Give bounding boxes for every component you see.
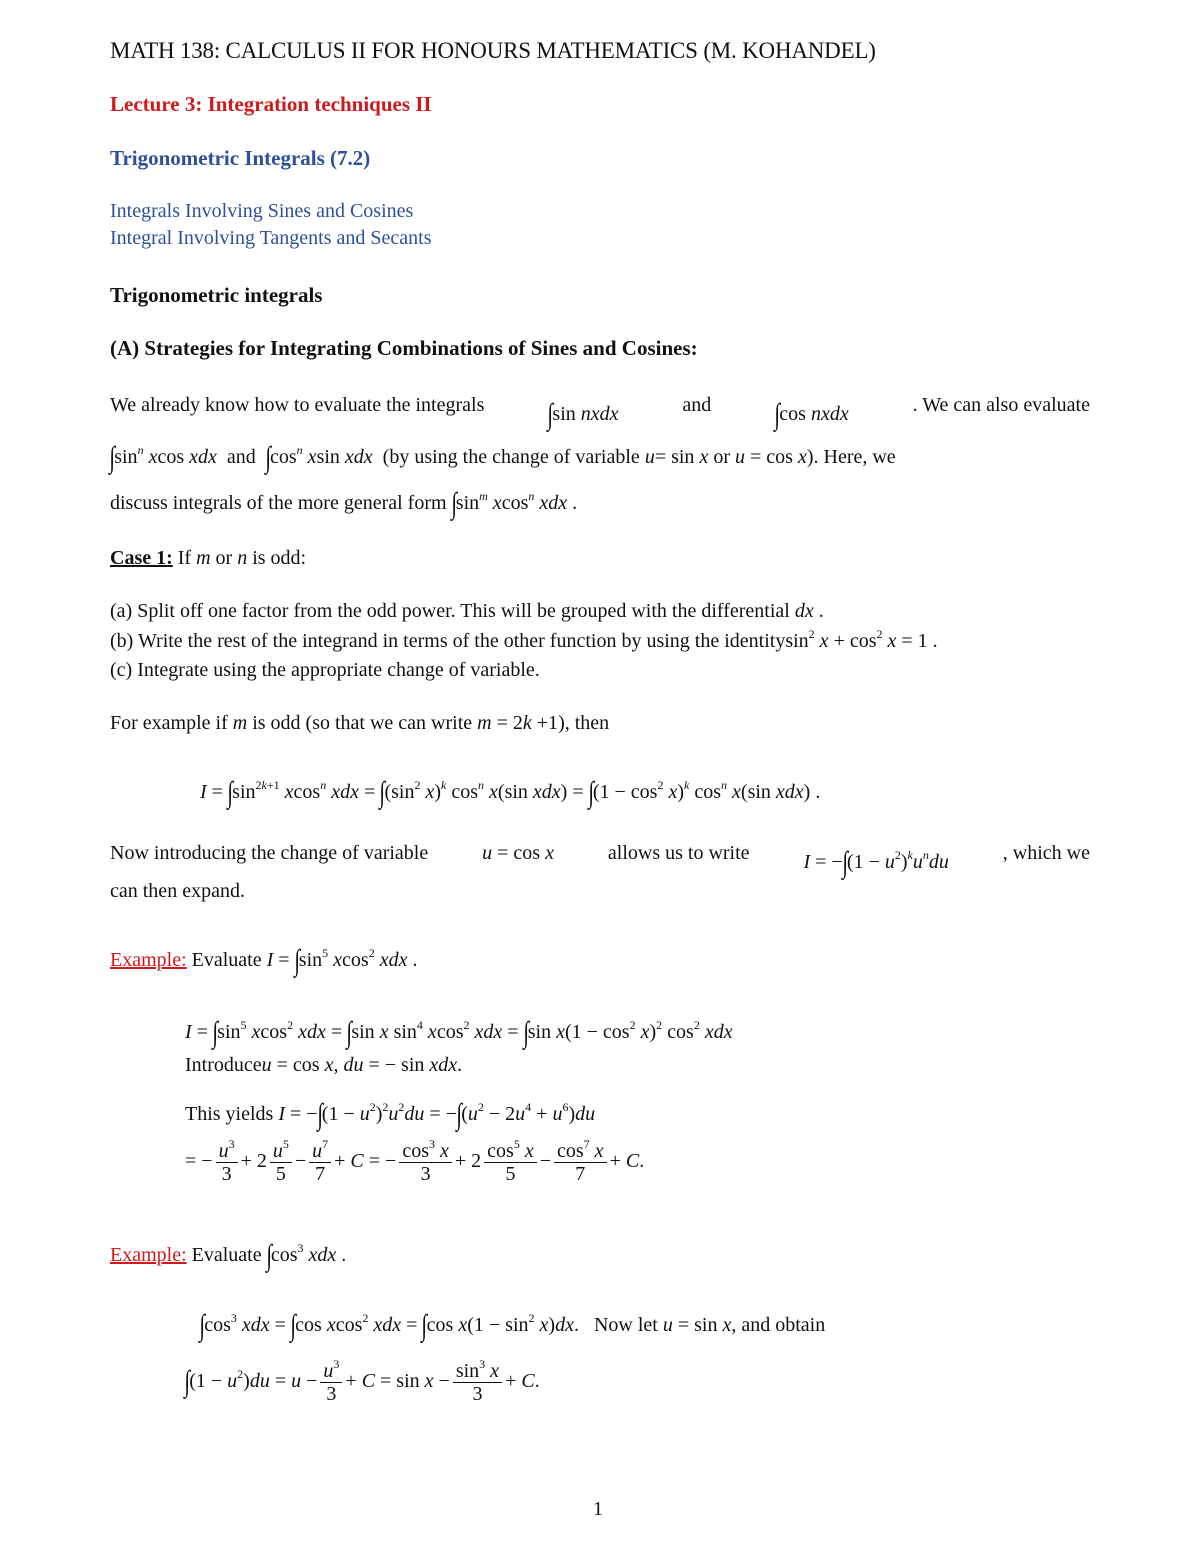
paragraph-line-1: We already know how to evaluate the integrals ∫sin nxdx and ∫cos nxdx . We can also evaluate	[110, 394, 1090, 431]
step-a: (a) Split off one factor from the odd power. This will be grouped with the differential dx .	[110, 600, 824, 622]
formula-case1-general: $I = \int\sin^{2k+1}$ xcos$^n$ xdx = $\int(\sin^2$ x)$^k$ $\cos^n x(\sin$ $xdx) = \int(1 - \cos^2 x)^k$ $\cos^n x(\sin$ xdx) .	[200, 776, 821, 809]
example-1-result: = − $\frac{u^3}{3}$ + 2 $\frac{u^5}{5}$ − $\frac{u^7}{7}$ + C = − $\frac{\cos^3 x}{3}$ + 2 $\frac{\cos^5 x}{5}$ − $\frac{\cos^7 x}{7}$ + C.	[185, 1137, 645, 1185]
change-of-variable-line: Now introducing the change of variable u = cos x allows us to write $I = -\int(1 - u^2)^ku^ndu$ , which we	[110, 842, 1090, 879]
example-1-step-2: Introduceu = cos x, du = − sin xdx.	[185, 1054, 463, 1076]
formula-int-sin-nx: ∫sin nxdx	[547, 398, 619, 431]
formula-int-sin-n-cos: $\int\sin^n$ xcos xdx	[109, 441, 217, 474]
case-1-label: Case 1:	[110, 547, 173, 569]
example-1-step-3: This yields $I = -\int(1 - u^2)^2u^2du = -\int(u^2 - 2u^4 + u^6)du$	[185, 1098, 596, 1131]
case-1-line: Case 1: If m or n is odd:	[110, 547, 307, 569]
topic-link-tangents-secants[interactable]: Integral Involving Tangents and Secants	[110, 227, 432, 249]
paragraph-line-2: $\int\sin^n$ xcos xdx and $\int\cos^n$ xsin xdx (by using the change of variable u= sin x or u = cos x). Here, we	[109, 441, 896, 474]
change-of-variable-line-2: can then expand.	[110, 880, 245, 902]
heading-trig-integrals: Trigonometric integrals	[110, 283, 323, 307]
example-2-step-1: $\int\cos^3$ xdx = ∫cos xcos$^2$ xdx = ∫cos $x(1 - \sin^2 x)dx$. Now let u = sin x, and obtain	[199, 1309, 826, 1342]
section-title: Trigonometric Integrals (7.2)	[110, 146, 371, 170]
course-title: MATH 138: CALCULUS II FOR HONOURS MATHEMATICS (M. KOHANDEL)	[110, 38, 876, 63]
topic-link-sines-cosines[interactable]: Integrals Involving Sines and Cosines	[110, 200, 414, 222]
paragraph-line-3: discuss integrals of the more general form $\int\sin^m$ xcos$^n$ xdx .	[110, 487, 578, 520]
example-2-label: Example:	[110, 1244, 187, 1266]
page-number: 1	[593, 1498, 603, 1520]
example-2-statement: Example: Evaluate $\int\cos^3$ xdx .	[110, 1239, 347, 1272]
subheading-strategies: (A) Strategies for Integrating Combinations of Sines and Cosines:	[110, 336, 698, 360]
formula-int-cos-nx: ∫cos nxdx	[774, 398, 849, 431]
formula-int-cos-n-sin: $\int\cos^n$ xsin xdx	[265, 441, 373, 474]
example-2-result: $\int(1 - u^2)du = u$ − $\frac{u^3}{3}$ + C = sin x − $\frac{\sin^3 x}{3}$ + C.	[184, 1357, 540, 1405]
step-b: (b) Write the rest of the integrand in terms of the other function by using the identitysin$^2$ $x + \cos^2 x = 1$ .	[110, 627, 938, 652]
formula-int-sin-m-cos-n: $\int\sin^m$ xcos$^n$ xdx .	[450, 487, 578, 520]
example-1-step-1: $I = \int\sin^5$ xcos$^2$ xdx = ∫sin x $\sin^4 xcos^2$ xdx = ∫sin $x(1 - \cos^2 x)^2$ $\cos^2$ xdx	[185, 1016, 733, 1049]
example-intro: For example if m is odd (so that we can write m = 2k +1), then	[110, 712, 610, 734]
lecture-title: Lecture 3: Integration techniques II	[110, 92, 432, 116]
step-c: (c) Integrate using the appropriate change of variable.	[110, 659, 540, 681]
example-1-label: Example:	[110, 949, 187, 971]
example-1-statement: Example: Evaluate $I = \int\sin^5$ xcos$^2$ xdx .	[110, 944, 418, 977]
